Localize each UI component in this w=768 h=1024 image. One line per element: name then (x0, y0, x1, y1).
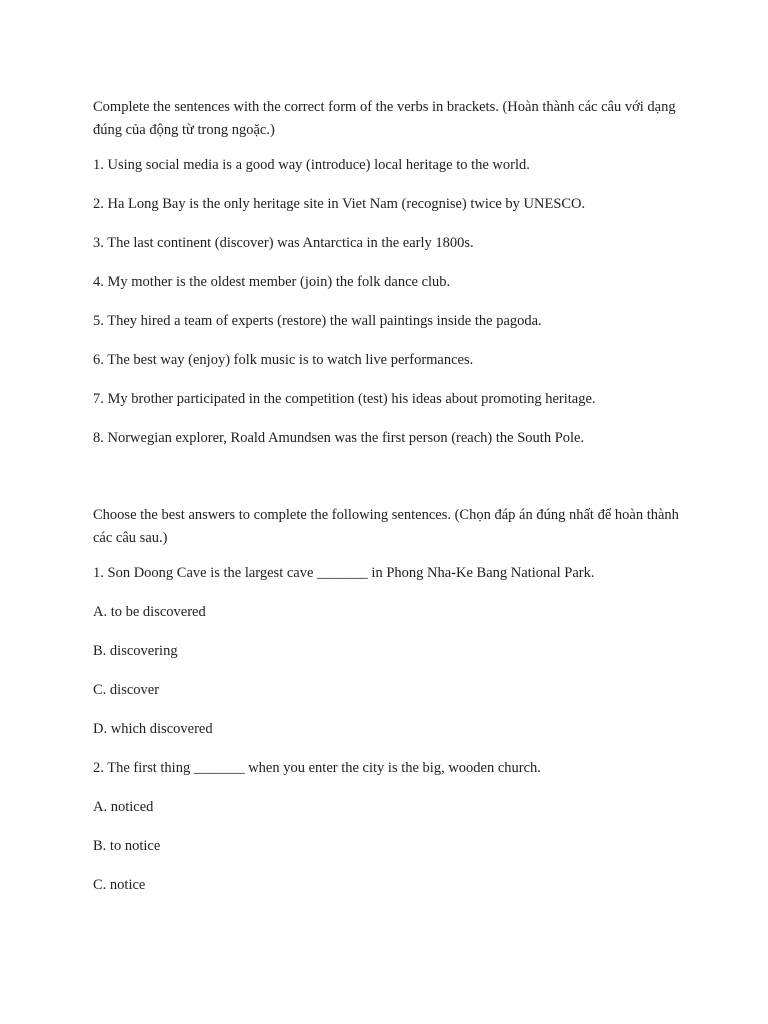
answer-option: A. to be discovered (93, 604, 206, 620)
section1-instructions: Complete the sentences with the correct form of the verbs in brackets. (Hoàn thành các câu với dạng đúng của động từ trong ngoặc.) (93, 99, 676, 138)
question-stem: 2. The first thing _______ when you enter the city is the big, wooden church. (93, 760, 541, 776)
answer-option: C. notice (93, 877, 146, 893)
exercise1-item: 4. My mother is the oldest member (join) the folk dance club. (93, 274, 451, 290)
exercise1-item: 3. The last continent (discover) was Antarctica in the early 1800s. (93, 235, 474, 251)
exercise1-item: 5. They hired a team of experts (restore) the wall paintings inside the pagoda. (93, 313, 542, 329)
answer-option: D. which discovered (93, 721, 213, 737)
section2-instructions: Choose the best answers to complete the following sentences. (Chọn đáp án đúng nhất để hoàn thành các câu sau.) (93, 507, 679, 546)
exercise1-item: 7. My brother participated in the competition (test) his ideas about promoting heritage. (93, 391, 596, 407)
exercise1-item: 2. Ha Long Bay is the only heritage site in Viet Nam (recognise) twice by UNESCO. (93, 196, 586, 212)
answer-option: A. noticed (93, 799, 154, 815)
answer-option: B. discovering (93, 643, 178, 659)
question-stem: 1. Son Doong Cave is the largest cave _______ in Phong Nha-Ke Bang National Park. (93, 565, 595, 581)
document-page (93, 96, 693, 913)
answer-option: C. discover (93, 682, 160, 698)
answer-option: B. to notice (93, 838, 161, 854)
section-spacer (93, 466, 693, 504)
exercise1-item: 8. Norwegian explorer, Roald Amundsen was the first person (reach) the South Pole. (93, 430, 585, 446)
exercise1-item: 1. Using social media is a good way (introduce) local heritage to the world. (93, 157, 530, 173)
exercise1-item: 6. The best way (enjoy) folk music is to watch live performances. (93, 352, 474, 368)
